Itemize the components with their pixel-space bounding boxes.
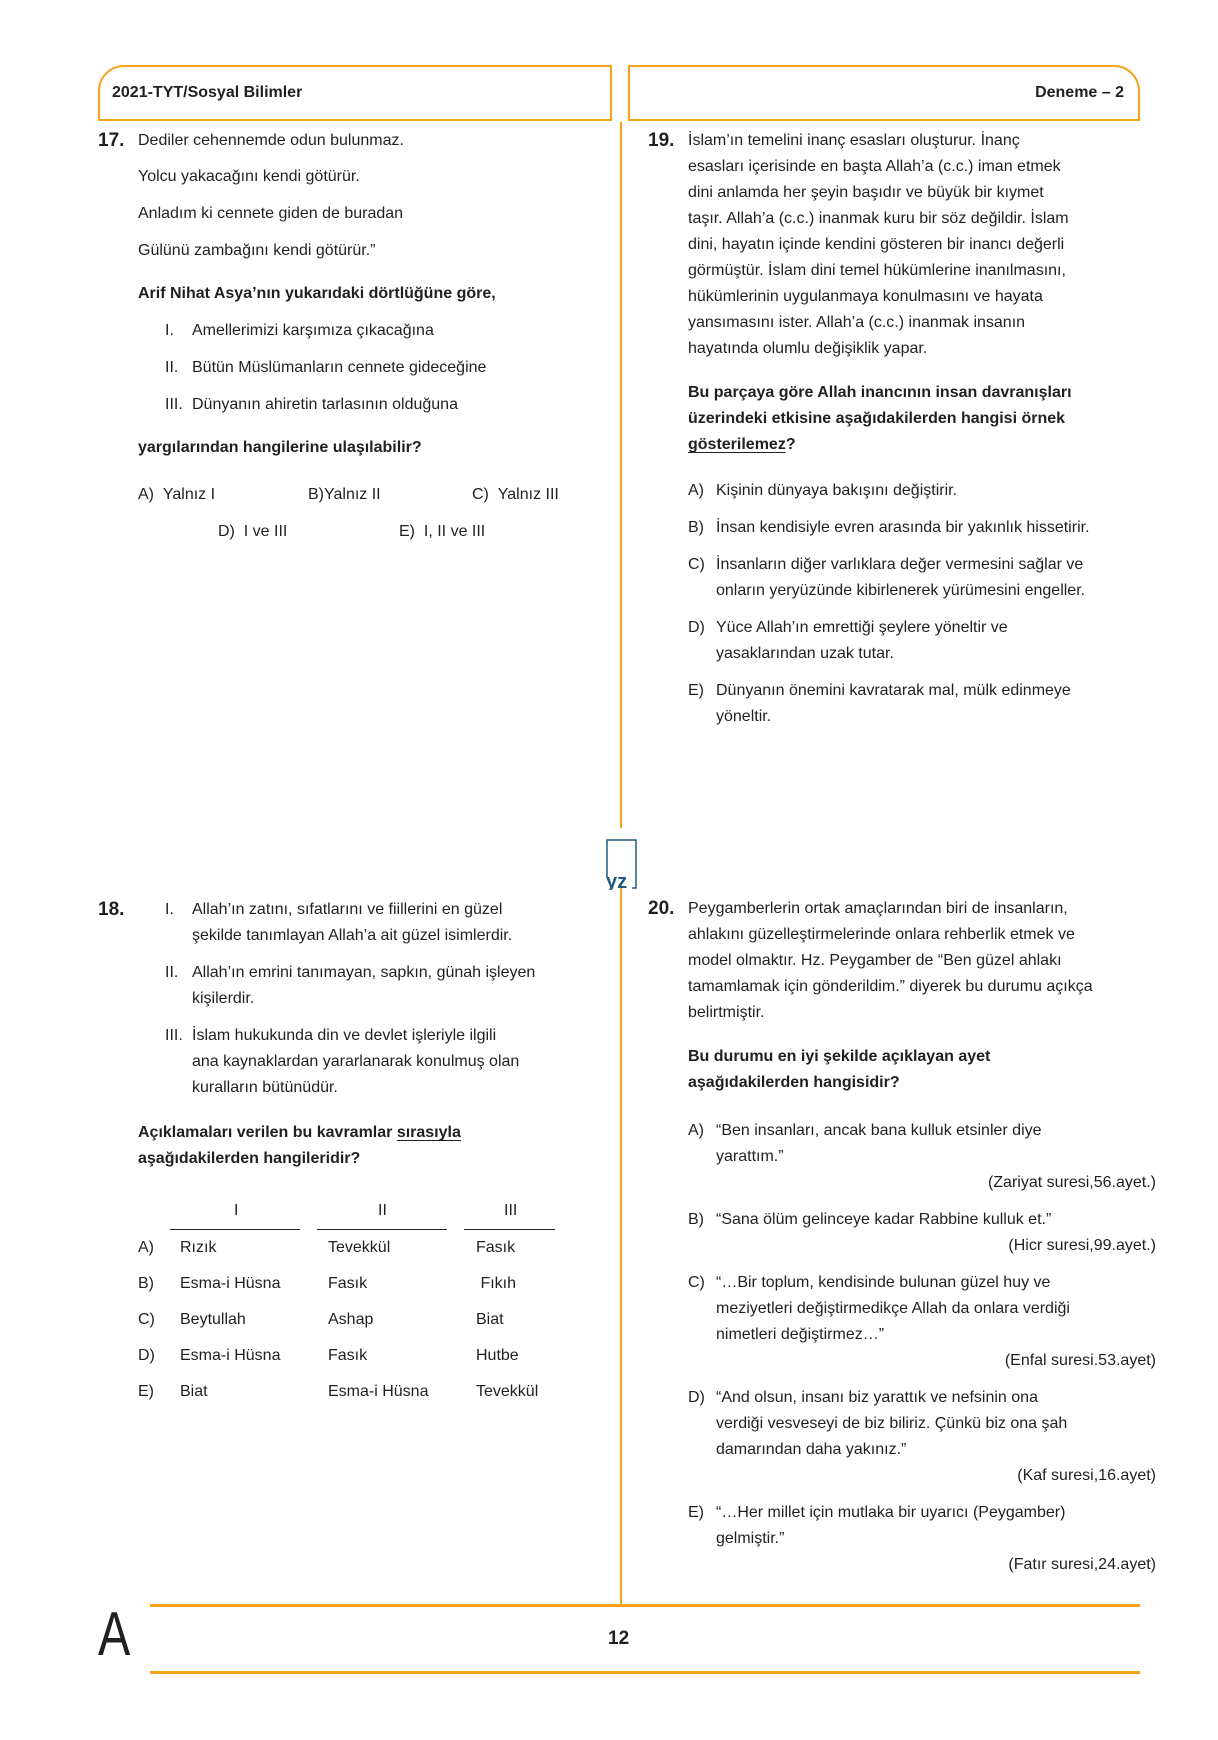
passage-line: esasları içerisinde en başta Allah’a (c.c.) iman etmek	[688, 158, 1061, 175]
poem-line: Anladım ki cennete giden de buradan	[138, 205, 404, 222]
statement-text: Allah’ın emrini tanımayan, sapkın, günah işleyen	[192, 964, 536, 981]
poem-line: Gülünü zambağını kendi götürür.”	[138, 242, 376, 259]
poem-line: Dediler cehennemde odun bulunmaz.	[138, 132, 404, 149]
column-rule	[464, 1229, 555, 1230]
statement-text: kuralların bütünüdür.	[192, 1079, 338, 1096]
statement-num: III.	[165, 396, 183, 413]
passage-line: model olmaktır. Hz. Peygamber de “Ben güzel ahlakı	[688, 952, 1062, 969]
question-number: 17.	[98, 130, 125, 151]
passage-line: Peygamberlerin ortak amaçlarından biri de insanların,	[688, 900, 1068, 917]
poem-line: Yolcu yakacağını kendi götürür.	[138, 168, 360, 185]
passage-line: belirtmiştir.	[688, 1004, 765, 1021]
publisher-logo-icon	[605, 838, 639, 890]
option-b[interactable]: B)Yalnız II	[308, 486, 381, 503]
exam-number: Deneme – 2	[1035, 84, 1124, 101]
question-number: 18.	[98, 899, 125, 920]
svg-text:yz: yz	[606, 871, 628, 890]
passage-line: ahlakını güzelleştirmelerinde onlara rehberlik etmek ve	[688, 926, 1075, 943]
statement-num: III.	[165, 1027, 183, 1044]
passage-line: hükümlerinin uygulanmaya konulmasını ve hayata	[688, 288, 1043, 305]
question-prompt: üzerindeki etkisine aşağıdakilerden hangisi örnek	[688, 410, 1066, 427]
statement-num: II.	[165, 964, 179, 981]
statement-text: Bütün Müslümanların cennete gideceğine	[192, 359, 487, 376]
column-header: II	[378, 1202, 387, 1219]
verse-source: (Kaf suresi,16.ayet)	[1017, 1467, 1156, 1484]
column-divider-top	[620, 122, 622, 828]
booklet-letter: A	[98, 1600, 131, 1669]
header-left-box	[98, 65, 612, 121]
passage-line: yansımasını ister. Allah’a (c.c.) inanmak insanın	[688, 314, 1026, 331]
verse-source: (Zariyat suresi,56.ayet.)	[987, 1174, 1156, 1191]
passage-line: hayatında olumlu değişiklik yapar.	[688, 340, 928, 357]
verse-source: (Enfal suresi.53.ayet)	[1004, 1352, 1156, 1369]
question-prompt: aşağıdakilerden hangileridir?	[138, 1150, 361, 1167]
question-number: 20.	[648, 898, 675, 919]
verse-source: (Fatır suresi,24.ayet)	[1008, 1556, 1156, 1573]
passage-line: görmüştür. İslam dini temel hükümlerine inanılmasını,	[688, 262, 1066, 279]
statement-text: şekilde tanımlayan Allah’a ait güzel isimlerdir.	[192, 927, 513, 944]
column-header: III	[504, 1202, 518, 1219]
page-number: 12	[608, 1628, 630, 1649]
statement-text: Allah’ın zatını, sıfatlarını ve fiillerini en güzel	[192, 901, 503, 918]
passage-line: tamamlamak için gönderildim.” diyerek bu durumu açıkça	[688, 978, 1093, 995]
statement-num: II.	[165, 359, 179, 376]
emphasis-negative: gösterilemez	[688, 436, 786, 453]
question-prompt: yargılarından hangilerine ulaşılabilir?	[138, 439, 422, 456]
footer-rule-bottom	[150, 1671, 1140, 1674]
question-prompt: gösterilemez?	[688, 436, 796, 453]
statement-text: İslam hukukunda din ve devlet işleriyle ilgili	[192, 1027, 497, 1044]
question-prompt: aşağıdakilerden hangisidir?	[688, 1074, 900, 1091]
passage-line: dini, hayatın içinde kendini gösteren bir inancı değerli	[688, 236, 1065, 253]
header-right-box	[628, 65, 1140, 121]
statement-text: Dünyanın ahiretin tarlasının olduğuna	[192, 396, 458, 413]
option-e[interactable]: E) I, II ve III	[399, 523, 486, 540]
exam-title: 2021-TYT/Sosyal Bilimler	[112, 84, 303, 101]
footer-rule-top	[150, 1604, 1140, 1607]
column-rule	[170, 1229, 300, 1230]
statement-text: ana kaynaklardan yararlanarak konulmuş olan	[192, 1053, 520, 1070]
verse-source: (Hicr suresi,99.ayet.)	[1008, 1237, 1156, 1254]
statement-text: Amellerimizi karşımıza çıkacağına	[192, 322, 434, 339]
passage-line: dini anlamda her şeyin başıdır ve büyük bir kıymet	[688, 184, 1044, 201]
question-prompt: Bu parçaya göre Allah inancının insan davranışları	[688, 384, 1072, 401]
passage-line: İslam’ın temelini inanç esasları oluşturur. İnanç	[688, 132, 1020, 149]
emphasis-order: sırasıyla	[396, 1124, 461, 1141]
column-rule	[317, 1229, 447, 1230]
statement-num: I.	[165, 322, 174, 339]
option-d[interactable]: D) I ve III	[218, 523, 288, 540]
column-header: I	[234, 1202, 239, 1219]
statement-num: I.	[165, 901, 174, 918]
question-number: 19.	[648, 130, 675, 151]
question-prompt: Açıklamaları verilen bu kavramlar sırasıyla	[138, 1124, 461, 1141]
column-divider-bottom	[620, 885, 622, 1605]
question-stem: Arif Nihat Asya’nın yukarıdaki dörtlüğüne göre,	[138, 285, 496, 302]
question-prompt: Bu durumu en iyi şekilde açıklayan ayet	[688, 1048, 991, 1065]
option-c[interactable]: C) Yalnız III	[472, 486, 559, 503]
option-a[interactable]: A) Yalnız I	[138, 486, 216, 503]
statement-text: kişilerdir.	[192, 990, 255, 1007]
passage-line: taşır. Allah’a (c.c.) inanmak kuru bir söz değildir. İslam	[688, 210, 1069, 227]
